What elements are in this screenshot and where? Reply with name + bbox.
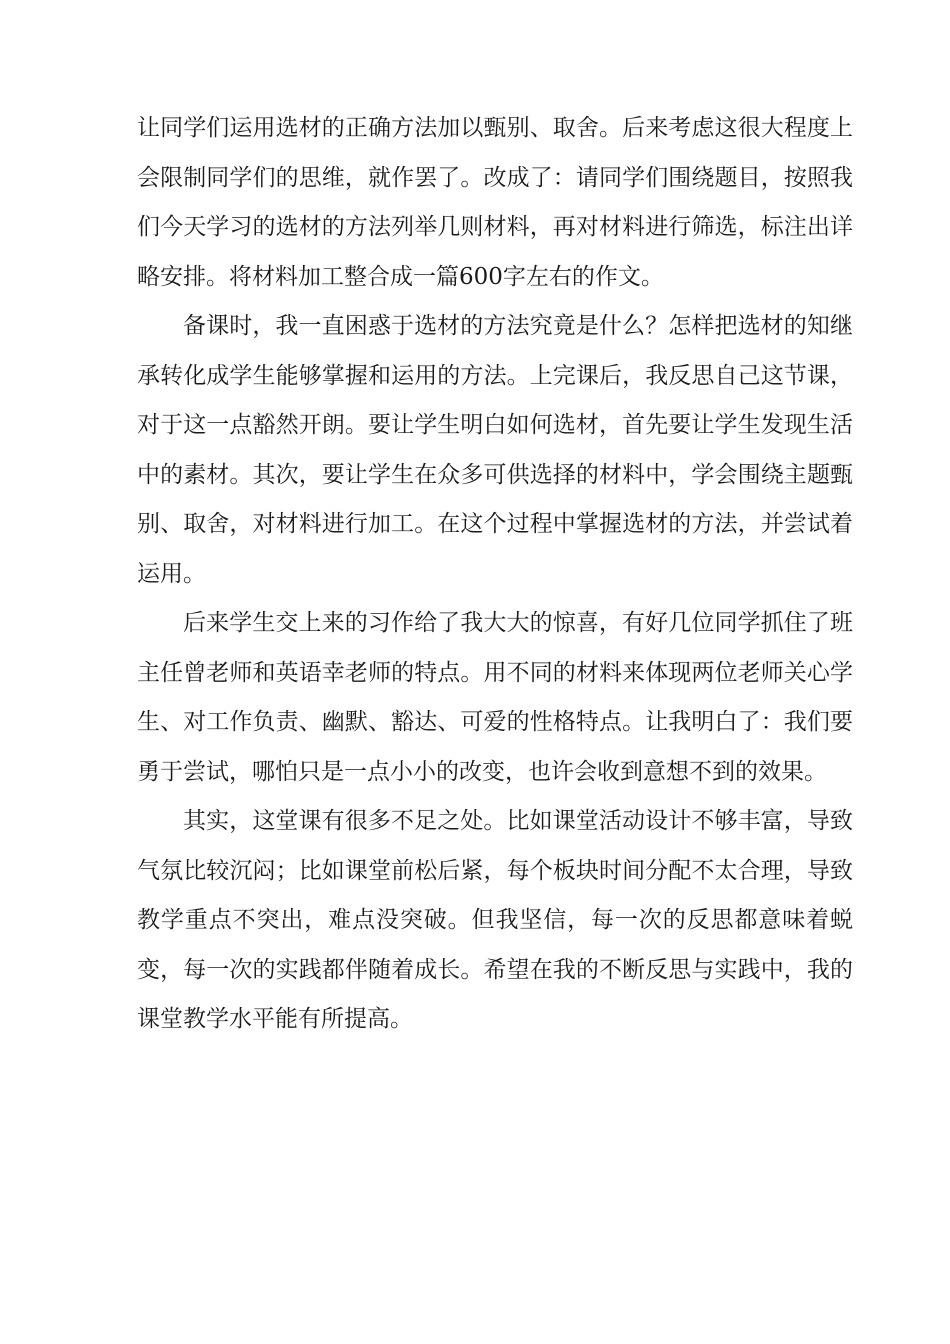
document-body xyxy=(137,104,853,1045)
paragraph-continuation: 让同学们运用选材的正确方法加以甄别、取舍。后来考虑这很大程度上会限制同学们的思维，就作罢了。改成了：请同学们围绕题目，按照我们今天学习的选材的方法列举几则材料，再对材料进行筛选，标注出详略安排。将材料加工整合成一篇600字左右的作文。 xyxy=(137,115,853,290)
paragraph-student-work: 后来学生交上来的习作给了我大大的惊喜，有好几位同学抓住了班主任曾老师和英语幸老师的特点。用不同的材料来体现两位老师关心学生、对工作负责、幽默、豁达、可爱的性格特点。让我明白了：我们要勇于尝试，哪怕只是一点小小的改变，也许会收到意想不到的效果。 xyxy=(137,610,853,785)
paragraph-reflection: 其实，这堂课有很多不足之处。比如课堂活动设计不够丰富，导致气氛比较沉闷；比如课堂前松后紧，每个板块时间分配不太合理，导致教学重点不突出，难点没突破。但我坚信，每一次的反思都意味着蜕变，每一次的实践都伴随着成长。希望在我的不断反思与实践中，我的课堂教学水平能有所提高。 xyxy=(137,808,853,1032)
paragraph-lesson-preparation: 备课时，我一直困惑于选材的方法究竟是什么？怎样把选材的知继承转化成学生能够掌握和运用的方法。上完课后，我反思自己这节课，对于这一点豁然开朗。要让学生明白如何选材，首先要让学生发现生活中的素材。其次，要让学生在众多可供选择的材料中，学会围绕主题甄别、取舍，对材料进行加工。在这个过程中掌握选材的方法，并尝试着运用。 xyxy=(137,313,853,587)
